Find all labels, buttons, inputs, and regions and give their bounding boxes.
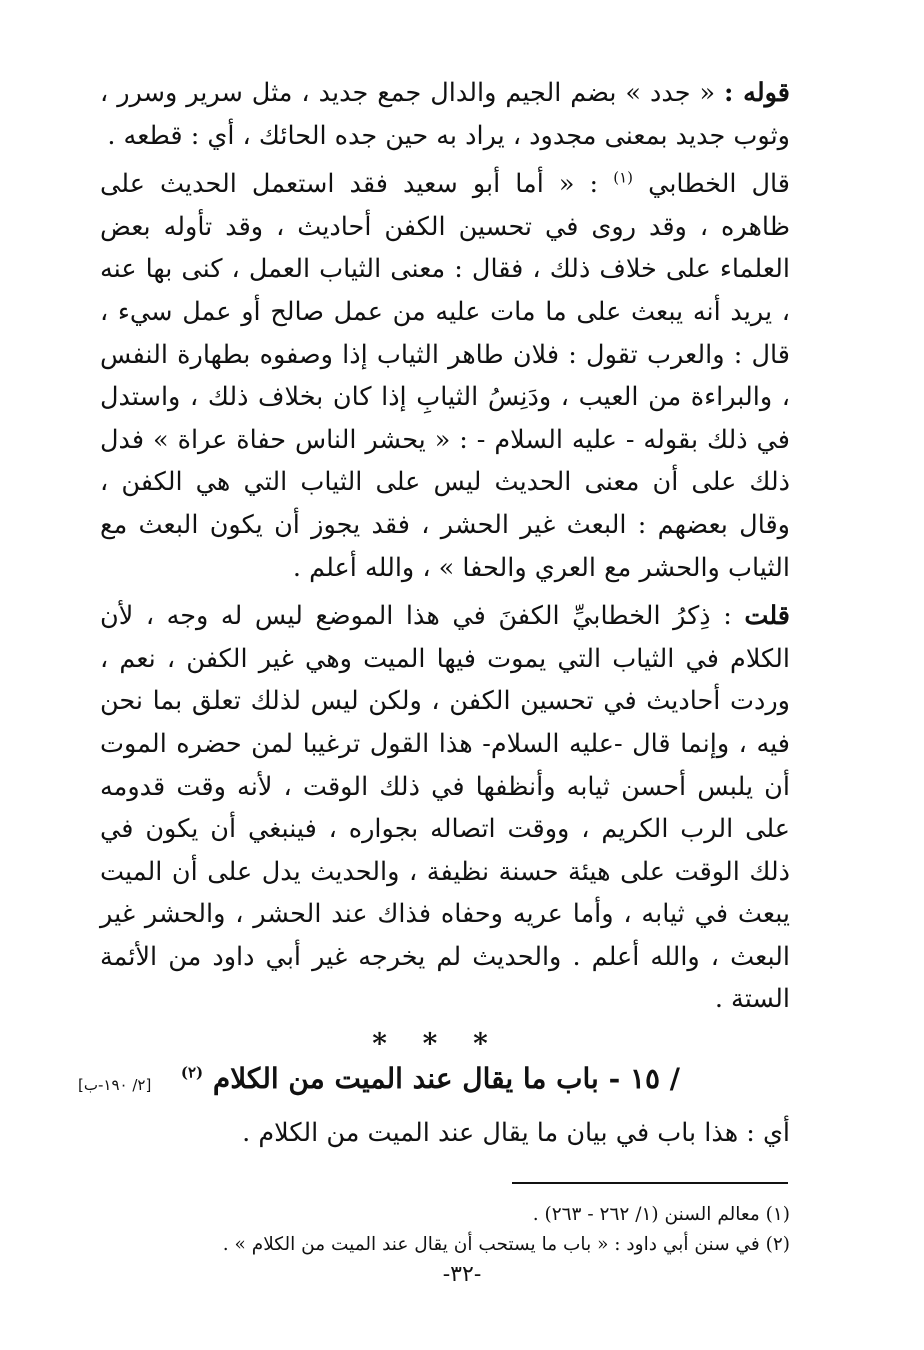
page-number: -٣٢-: [442, 1262, 482, 1287]
lead-word: قلت: [744, 601, 790, 632]
footnote-1: (١) معالم السنن (١/ ٢٦٢ - ٢٦٣) .: [532, 1204, 790, 1226]
section-separator-stars: * * *: [372, 1027, 488, 1061]
paragraph-khattabi: [100, 163, 790, 589]
footnote-marker-2[interactable]: (٢): [180, 1063, 204, 1082]
lead-word: قوله :: [724, 78, 790, 108]
paragraph-qawluhu: [100, 72, 790, 157]
paragraph-start: قال الخطابي: [648, 169, 790, 200]
manuscript-folio-ref: [٢/ ١٩٠-ب]: [78, 1076, 152, 1095]
paragraph-qultu: [100, 595, 790, 1021]
footnote-2: (٢) في سنن أبي داود : « باب ما يستحب أن يقال عند الميت من الكلام » .: [222, 1234, 790, 1256]
page-body: [78, 72, 790, 1260]
paragraph-text: « جدد » بضم الجيم والدال جمع جديد ، مثل سرير وسرر ، وثوب جديد بمعنى مجدود ، يراد به حين جده الحائك ، أي : قطعه .: [100, 78, 790, 151]
chapter-explanation: أي : هذا باب في بيان ما يقال عند الميت من الكلام .: [242, 1118, 790, 1149]
paragraph-text: : ذِكرُ الخطابيِّ الكفنَ في هذا الموضع ليس له وجه ، لأن الكلام في الثياب التي يموت فيها الميت وهي غير الكفن ، نعم ، وردت أحاديث في تحسين الكفن ، ولكن ليس لذلك تعلق بما نحن فيه ، وإنما قال -عليه السلام- هذا القول ترغيبا لمن حضره الموت أن يلبس أحسن ثيابه وأنظفها في ذلك الوقت ، لأنه وقت قدومه على الرب الكريم ، ووقت اتصاله بجواره ، فينبغي أن يكون في ذلك الوقت على هيئة حسنة نظيفة ، والحديث يدل على أن الميت يبعث في ثيابه ، وأما عريه وحفاه فذاك عند الحشر ، والحشر غير البعث ، والله أعلم . والحديث لم يخرجه غير أبي داود من الأئمة الستة .: [100, 601, 790, 1015]
paragraph-text: : « أما أبو سعيد فقد استعمل الحديث على ظاهره ، وقد روى في تحسين الكفن أحاديث ، وقد تأوله بعض العلماء على خلاف ذلك ، فقال : معنى الثياب العمل ، كنى بها عنه ، يريد أنه يبعث على ما مات عليه من عمل صالح أو عمل سيء ، قال : والعرب تقول : فلان طاهر الثياب إذا وصفوه بطهارة النفس ، والبراءة من العيب ، ودَنِسُ الثيابِ إذا كان بخلاف ذلك ، واستدل في ذلك بقوله - عليه السلام - : « يحشر الناس حفاة عراة » فدل ذلك على أن معنى الحديث ليس على الثياب التي هي الكفن ، وقال بعضهم : البعث غير الحشر ، فقد يجوز أن يكون البعث مع الثياب والحشر مع العري والحفا » ، والله أعلم .: [100, 169, 790, 583]
chapter-heading-text: / ١٥ - باب ما يقال عند الميت من الكلام: [212, 1062, 680, 1096]
footnote-divider: [512, 1182, 788, 1184]
footnote-marker-1[interactable]: (١): [613, 168, 633, 187]
chapter-heading: [181, 1062, 680, 1095]
chapter-heading-row: [78, 1062, 790, 1112]
